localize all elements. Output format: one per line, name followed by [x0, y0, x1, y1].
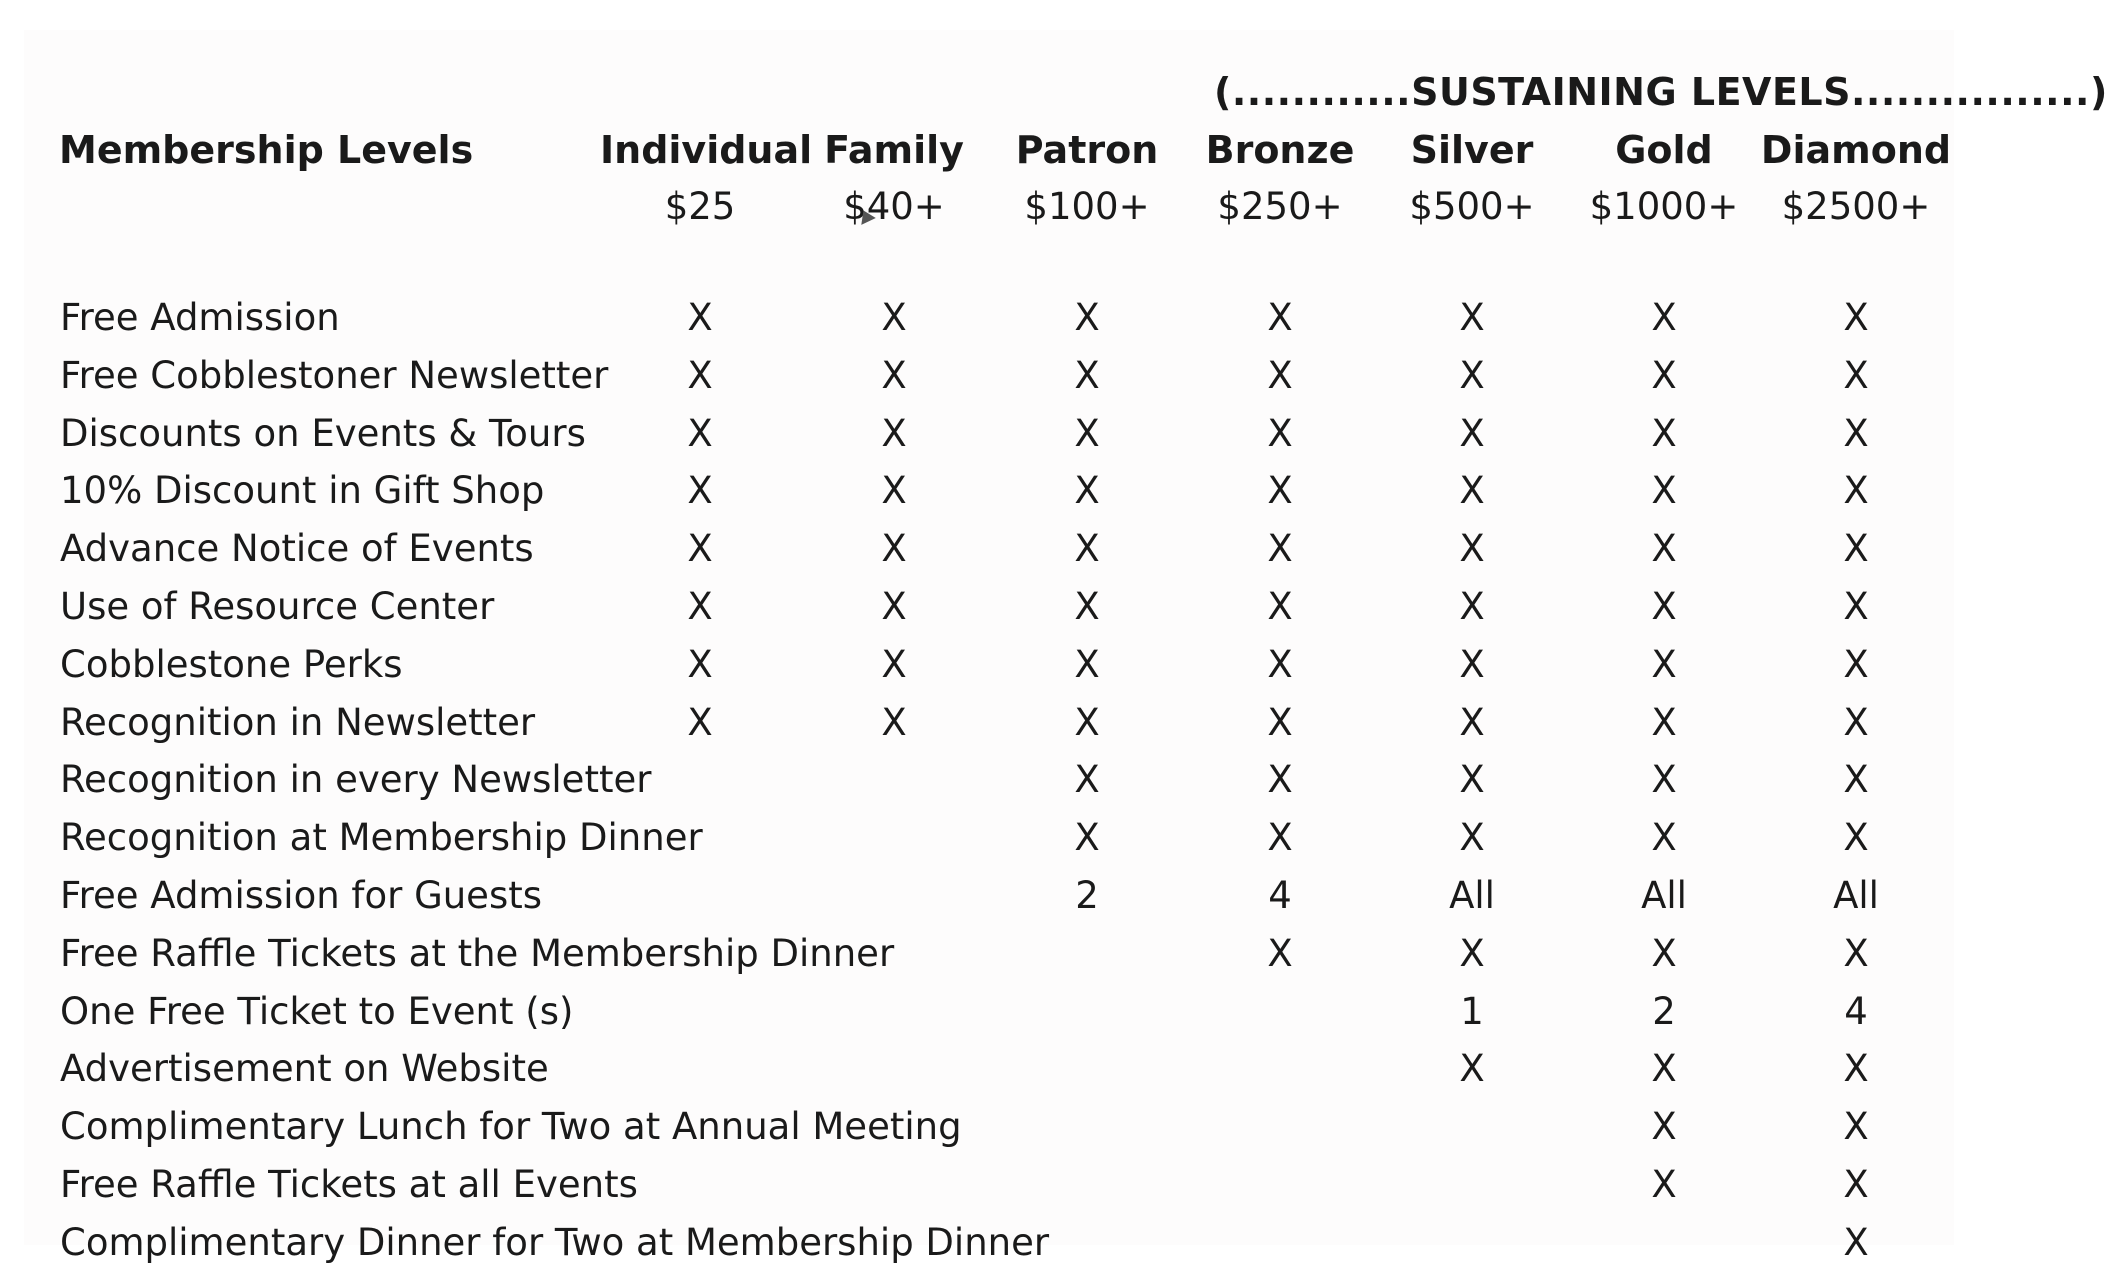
- benefit-cell-diamond: X: [1843, 527, 1869, 570]
- benefit-cell-bronze: 4: [1268, 874, 1292, 917]
- benefit-label: Recognition in Newsletter: [60, 701, 536, 744]
- benefit-cell-family: X: [881, 296, 907, 339]
- benefit-label: Recognition at Membership Dinner: [60, 816, 703, 859]
- benefit-cell-patron: X: [1074, 296, 1100, 339]
- level-name-family: Family: [824, 128, 964, 172]
- sustaining-levels-label: (............SUSTAINING LEVELS................): [1214, 70, 2108, 114]
- benefit-cell-gold: X: [1651, 758, 1677, 801]
- benefit-label: Free Admission for Guests: [60, 874, 543, 917]
- benefit-cell-diamond: X: [1843, 412, 1869, 455]
- benefit-cell-diamond: X: [1843, 585, 1869, 628]
- benefit-label: Recognition in every Newsletter: [60, 758, 652, 801]
- benefit-cell-gold: X: [1651, 1163, 1677, 1206]
- benefit-cell-silver: X: [1459, 469, 1485, 512]
- benefit-cell-family: X: [881, 701, 907, 744]
- level-name-silver: Silver: [1410, 128, 1534, 172]
- level-price-diamond: $2500+: [1781, 185, 1931, 228]
- benefit-cell-patron: X: [1074, 758, 1100, 801]
- benefit-cell-bronze: X: [1267, 585, 1293, 628]
- benefit-cell-diamond: All: [1833, 874, 1879, 917]
- benefit-cell-family: X: [881, 643, 907, 686]
- membership-benefits-sheet: [24, 30, 2108, 1264]
- benefit-label: Advertisement on Website: [60, 1047, 549, 1090]
- benefit-cell-gold: X: [1651, 412, 1677, 455]
- level-name-bronze: Bronze: [1205, 128, 1355, 172]
- benefit-cell-silver: X: [1459, 527, 1485, 570]
- benefit-cell-individual: X: [687, 354, 713, 397]
- benefit-label: 10% Discount in Gift Shop: [60, 469, 545, 512]
- benefit-cell-patron: 2: [1075, 874, 1099, 917]
- benefit-cell-patron: X: [1074, 816, 1100, 859]
- level-name-diamond: Diamond: [1760, 128, 1952, 172]
- benefit-cell-gold: X: [1651, 701, 1677, 744]
- benefit-cell-gold: X: [1651, 643, 1677, 686]
- benefit-cell-silver: X: [1459, 412, 1485, 455]
- benefit-cell-bronze: X: [1267, 758, 1293, 801]
- level-name-individual: Individual: [600, 128, 813, 172]
- level-name-patron: Patron: [1015, 128, 1159, 172]
- benefit-cell-individual: X: [687, 701, 713, 744]
- benefit-cell-bronze: X: [1267, 932, 1293, 975]
- benefit-cell-bronze: X: [1267, 412, 1293, 455]
- level-price-patron: $100+: [1024, 185, 1150, 228]
- benefit-cell-silver: X: [1459, 816, 1485, 859]
- level-price-gold: $1000+: [1589, 185, 1739, 228]
- benefit-cell-gold: X: [1651, 469, 1677, 512]
- benefit-cell-individual: X: [687, 585, 713, 628]
- benefit-cell-silver: X: [1459, 296, 1485, 339]
- benefit-cell-gold: X: [1651, 816, 1677, 859]
- benefit-cell-gold: X: [1651, 1105, 1677, 1148]
- benefit-cell-diamond: X: [1843, 758, 1869, 801]
- benefit-label: Discounts on Events & Tours: [60, 412, 586, 455]
- benefit-cell-silver: X: [1459, 701, 1485, 744]
- benefit-cell-silver: X: [1459, 643, 1485, 686]
- benefit-cell-gold: All: [1641, 874, 1687, 917]
- benefit-cell-diamond: X: [1843, 816, 1869, 859]
- benefit-cell-patron: X: [1074, 354, 1100, 397]
- benefit-cell-diamond: X: [1843, 296, 1869, 339]
- benefit-cell-diamond: X: [1843, 643, 1869, 686]
- benefit-label: Cobblestone Perks: [60, 643, 403, 686]
- benefit-cell-family: X: [881, 585, 907, 628]
- benefit-cell-individual: X: [687, 296, 713, 339]
- benefit-cell-family: X: [881, 412, 907, 455]
- benefit-cell-family: X: [881, 354, 907, 397]
- benefit-cell-silver: 1: [1460, 990, 1484, 1033]
- benefit-cell-silver: X: [1459, 1047, 1485, 1090]
- benefit-cell-silver: X: [1459, 932, 1485, 975]
- benefit-label: Free Raffle Tickets at all Events: [60, 1163, 638, 1206]
- benefit-cell-individual: X: [687, 412, 713, 455]
- benefit-cell-bronze: X: [1267, 643, 1293, 686]
- benefit-label: Free Raffle Tickets at the Membership Dinner: [60, 932, 895, 975]
- level-price-family: $40+: [843, 185, 945, 228]
- benefit-cell-bronze: X: [1267, 296, 1293, 339]
- benefit-label: Free Cobblestoner Newsletter: [60, 354, 609, 397]
- benefit-cell-gold: X: [1651, 296, 1677, 339]
- benefit-cell-diamond: X: [1843, 1221, 1869, 1264]
- benefit-cell-bronze: X: [1267, 527, 1293, 570]
- level-price-silver: $500+: [1409, 185, 1535, 228]
- benefit-cell-gold: X: [1651, 932, 1677, 975]
- level-price-bronze: $250+: [1217, 185, 1343, 228]
- benefit-cell-diamond: X: [1843, 701, 1869, 744]
- benefit-cell-individual: X: [687, 643, 713, 686]
- membership-levels-heading: Membership Levels: [59, 128, 474, 172]
- benefit-cell-patron: X: [1074, 469, 1100, 512]
- level-price-individual: $25: [664, 185, 736, 228]
- benefit-cell-gold: X: [1651, 354, 1677, 397]
- benefit-cell-gold: X: [1651, 527, 1677, 570]
- benefit-cell-patron: X: [1074, 527, 1100, 570]
- benefit-cell-silver: X: [1459, 585, 1485, 628]
- benefit-cell-diamond: X: [1843, 1105, 1869, 1148]
- benefit-cell-individual: X: [687, 469, 713, 512]
- benefit-cell-gold: 2: [1652, 990, 1676, 1033]
- benefit-cell-bronze: X: [1267, 469, 1293, 512]
- benefit-label: Advance Notice of Events: [60, 527, 534, 570]
- benefit-cell-family: X: [881, 469, 907, 512]
- benefit-cell-patron: X: [1074, 701, 1100, 744]
- benefit-cell-silver: X: [1459, 354, 1485, 397]
- benefit-cell-diamond: X: [1843, 354, 1869, 397]
- benefit-label: Free Admission: [60, 296, 340, 339]
- benefit-cell-patron: X: [1074, 412, 1100, 455]
- benefit-label: Complimentary Dinner for Two at Membership Dinner: [60, 1221, 1050, 1264]
- benefit-label: One Free Ticket to Event (s): [60, 990, 574, 1033]
- benefit-cell-patron: X: [1074, 643, 1100, 686]
- benefit-cell-diamond: 4: [1844, 990, 1868, 1033]
- benefit-cell-silver: All: [1449, 874, 1495, 917]
- benefit-cell-bronze: X: [1267, 816, 1293, 859]
- benefit-label: Complimentary Lunch for Two at Annual Meeting: [60, 1105, 962, 1148]
- benefit-cell-gold: X: [1651, 585, 1677, 628]
- benefit-cell-diamond: X: [1843, 1047, 1869, 1090]
- benefit-cell-gold: X: [1651, 1047, 1677, 1090]
- benefit-label: Use of Resource Center: [60, 585, 495, 628]
- benefit-cell-diamond: X: [1843, 1163, 1869, 1206]
- benefit-cell-diamond: X: [1843, 469, 1869, 512]
- benefit-cell-diamond: X: [1843, 932, 1869, 975]
- level-name-gold: Gold: [1615, 128, 1713, 172]
- benefit-cell-family: X: [881, 527, 907, 570]
- benefit-cell-bronze: X: [1267, 354, 1293, 397]
- benefit-cell-silver: X: [1459, 758, 1485, 801]
- benefit-cell-individual: X: [687, 527, 713, 570]
- benefit-cell-bronze: X: [1267, 701, 1293, 744]
- benefit-cell-patron: X: [1074, 585, 1100, 628]
